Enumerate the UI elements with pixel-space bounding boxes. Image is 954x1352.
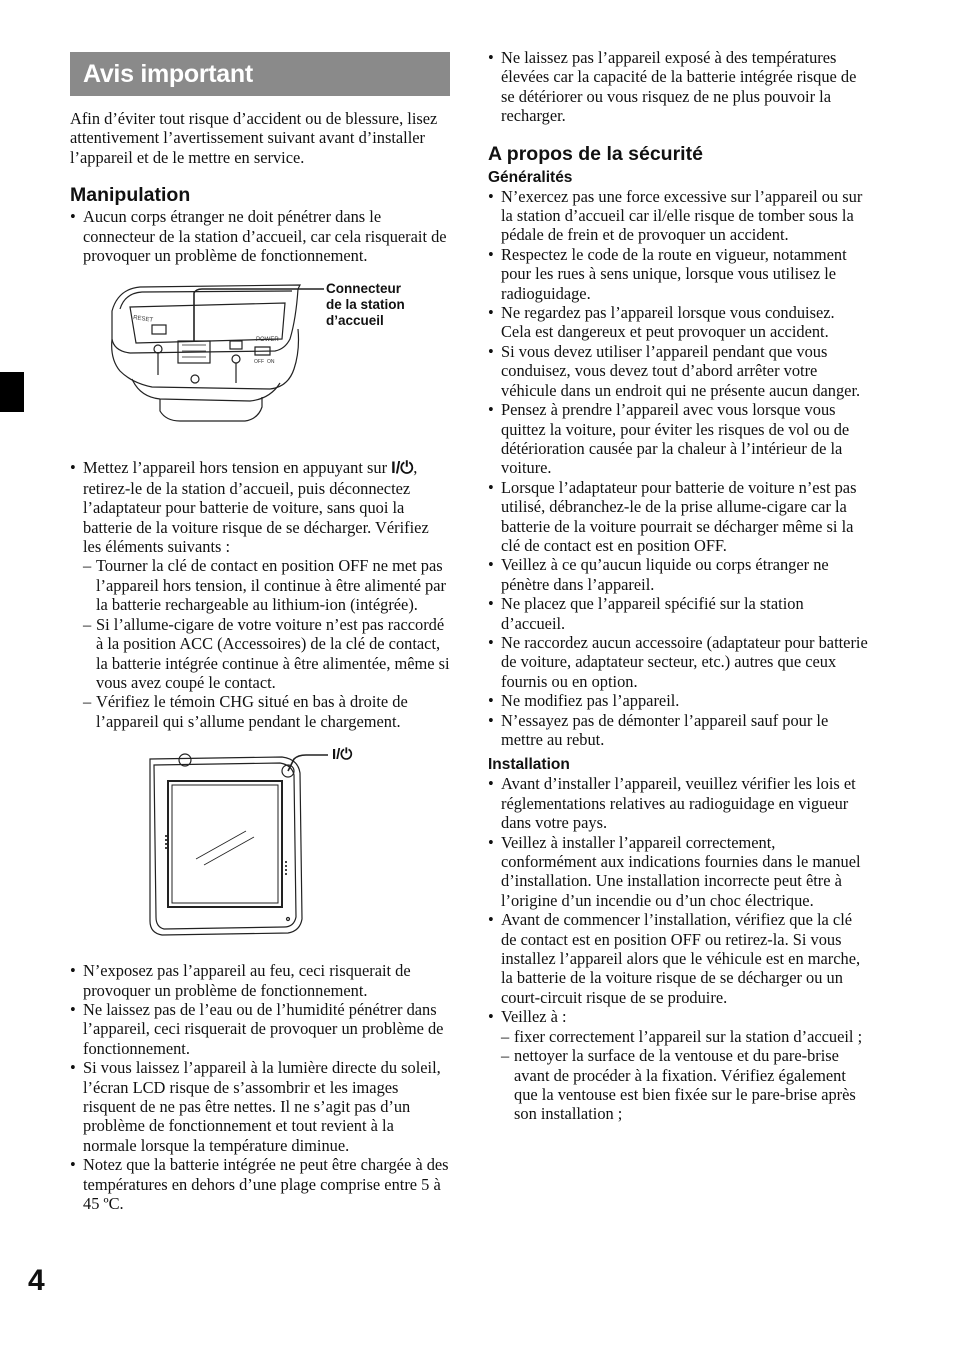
power-callout: I/⏻ <box>332 746 353 764</box>
docking-connector-figure <box>70 279 450 444</box>
device-figure <box>70 746 450 951</box>
list-item: • Ne laissez pas l’appareil exposé à des températures élevées car la capacité de la batterie intégrée risque de se détériorer ou vous risquez de ne plus pouvoir la recharger. <box>488 48 868 126</box>
bullet-text-before: Mettez l’appareil hors tension en appuyant sur <box>83 458 388 478</box>
title-bar <box>70 52 450 96</box>
list-item: • Respectez le code de la route en vigueur, notamment pour les rues à sens unique, lorsque vous utilisez le radioguidage. <box>488 245 868 303</box>
device-illustration <box>70 751 450 951</box>
list-item: • Veillez à installer l’appareil correctement, conformément aux indications fournies dans le manuel d’installation. Une installation incorrecte peut être à l’origine d’un incendie ou d’un choc électrique. <box>488 833 868 911</box>
intro-paragraph: Afin d’éviter tout risque d’accident ou de blessure, lisez attentivement l’avertissement suivant avant d’installer l’appareil et de le mettre en service. <box>70 109 438 167</box>
dash-item: – Si l’allume-cigare de votre voiture n’est pas raccordé à la position ACC (Accessoires) de la clé de contact, la batterie intégrée continue à être alimentée, même si vous avez coupé le contact. <box>70 615 450 693</box>
manipulation-list-2 <box>70 458 450 731</box>
list-item: • Aucun corps étranger ne doit pénétrer dans le connecteur de la station d’accueil, car cela risquerait de provoquer un problème de fonctionnement. <box>70 207 450 265</box>
page-title: Avis important <box>83 59 253 88</box>
list-item: • N’essayez pas de démonter l’appareil sauf pour le mettre au rebut. <box>488 711 868 750</box>
list-item: • N’exposez pas l’appareil au feu, ceci risquerait de provoquer un problème de fonctionnement. <box>70 961 450 1000</box>
dash-item: – fixer correctement l’appareil sur la station d’accueil ; <box>488 1027 868 1046</box>
generalites-heading: Généralités <box>488 168 573 186</box>
list-item: • Ne placez que l’appareil spécifié sur la station d’accueil. <box>488 594 868 633</box>
list-item: • Avant d’installer l’appareil, veuillez vérifier les lois et réglementations relatives au radioguidage en vigueur dans votre pays. <box>488 774 868 832</box>
off-label: OFF <box>254 359 264 366</box>
list-item: • Ne regardez pas l’appareil lorsque vous conduisez. Cela est dangereux et peut provoquer un accident. <box>488 303 868 342</box>
power-label: POWER <box>256 337 279 344</box>
securite-heading: A propos de la sécurité <box>488 142 703 165</box>
list-item: • N’exercez pas une force excessive sur l’appareil ou sur la station d’accueil car il/elle risque de tomber sous la pédale de frein et de provoquer un accident. <box>488 187 868 245</box>
list-item: • Veillez à : <box>488 1007 868 1026</box>
list-item: • Si vous devez utiliser l’appareil pendant que vous conduisez, vous devez tout d’abord arrêter votre véhicule dans un endroit qui ne présente aucun danger. <box>488 342 868 400</box>
bullet-text-after: , retirez-le de la station d’accueil, puis déconnectez l’adaptateur pour batterie de voiture, sans quoi la batterie de la voiture risque de se décharger. Vérifiez les éléments suivants : <box>83 458 429 557</box>
reset-label: RESET <box>132 315 154 325</box>
connector-callout: Connecteur de la station d’accueil <box>326 281 405 329</box>
manipulation-heading: Manipulation <box>70 184 191 207</box>
chapter-tab <box>0 372 24 412</box>
dash-item: – nettoyer la surface de la ventouse et du pare-brise avant de procéder à la fixation. Vérifiez également que la ventouse est bien fixée sur le pare-brise après son installation ; <box>488 1046 868 1124</box>
installation-list <box>488 774 868 1123</box>
list-item: • Si vous laissez l’appareil à la lumière directe du soleil, l’écran LCD risque de s’assombrir et les images risquent de ne pas être nettes. Il ne s’agit pas d’un problème de fonctionnement et tout revient à la normale lorsque la température diminue. <box>70 1058 450 1155</box>
list-item: • Avant de commencer l’installation, vérifiez que la clé de contact est en position OFF ou retirez-la. Si vous installez l’appareil alors que le véhicule est en marche, la batterie de la voiture risque de se décharger ou un court-circuit risque de se produire. <box>488 910 868 1007</box>
manipulation-list-3 <box>70 961 450 1213</box>
dash-item: – Vérifiez le témoin CHG situé en bas à droite de l’appareil qui s’allume pendant le chargement. <box>70 692 450 731</box>
power-symbol: I/⏻ <box>391 459 414 478</box>
list-item: • Ne modifiez pas l’appareil. <box>488 691 868 710</box>
installation-heading: Installation <box>488 756 570 774</box>
on-label: ON <box>267 359 275 366</box>
manipulation-list <box>70 207 450 265</box>
list-item: • Veillez à ce qu’aucun liquide ou corps étranger ne pénètre dans l’appareil. <box>488 555 868 594</box>
list-item: • Ne raccordez aucun accessoire (adaptateur pour batterie de voiture, adaptateur secteur, etc.) autres que ceux fournis ou en option. <box>488 633 868 691</box>
page-number: 4 <box>28 1264 45 1297</box>
list-item: • Lorsque l’adaptateur pour batterie de voiture n’est pas utilisé, débranchez-le de la prise allume-cigare car la batterie de la voiture pourrait se décharger même si la clé de contact est en position OFF. <box>488 478 868 556</box>
list-item: • Ne laissez pas de l’eau ou de l’humidité pénétrer dans l’appareil, ceci risquerait de provoquer un problème de fonctionnement. <box>70 1000 450 1058</box>
list-item: • Notez que la batterie intégrée ne peut être chargée à des températures en dehors d’une plage comprise entre 5 à 45 ºC. <box>70 1155 450 1213</box>
generalites-list <box>488 187 868 750</box>
list-item <box>70 458 450 556</box>
list-item: • Pensez à prendre l’appareil avec vous lorsque vous quittez la voiture, pour éviter les risques de vol ou de détérioration causée par la chaleur à l’intérieur de la voiture. <box>488 400 868 478</box>
manipulation-list-continued <box>488 48 868 126</box>
left-column <box>70 48 450 1213</box>
dash-item: – Tourner la clé de contact en position OFF ne met pas l’appareil hors tension, il continue à être alimenté par la batterie rechargeable au lithium-ion (intégrée). <box>70 556 450 614</box>
right-column <box>488 48 868 1124</box>
